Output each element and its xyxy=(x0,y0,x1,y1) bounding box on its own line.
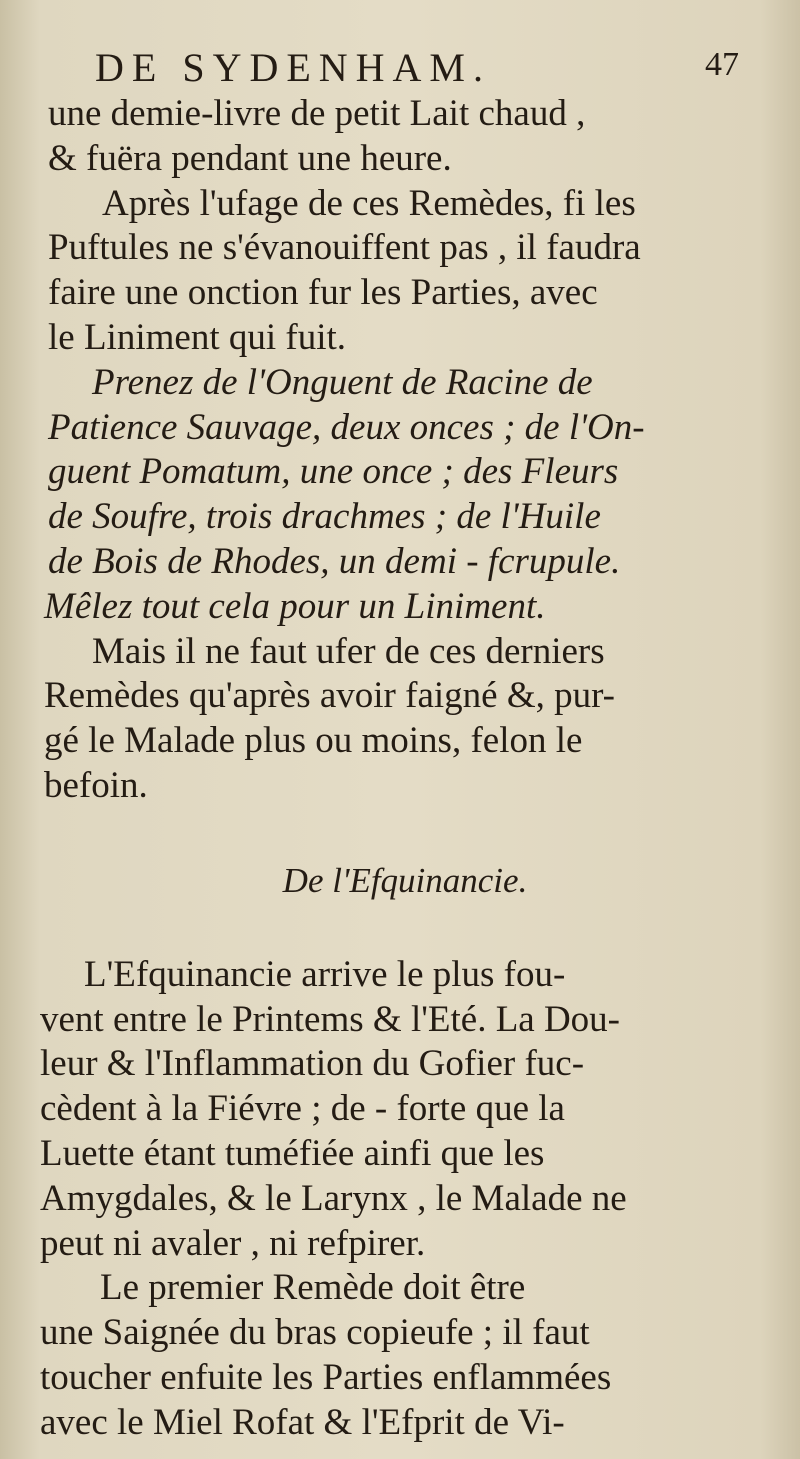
text-line: Amygdales, & le Larynx , le Malade ne xyxy=(40,1177,627,1219)
text-line: cèdent à la Fiévre ; de - forte que la xyxy=(40,1088,565,1130)
text-line: toucher enfuite les Parties enflammées xyxy=(40,1356,612,1398)
text-line: Le premier Remède doit être xyxy=(100,1267,526,1309)
recipe-line: guent Pomatum, une once ; des Fleurs xyxy=(48,451,619,493)
text-line: befoin. xyxy=(44,764,148,806)
recipe-line: de Bois de Rhodes, un demi - fcrupule. xyxy=(48,540,621,582)
text-line: le Liniment qui fuit. xyxy=(48,316,347,358)
text-line: leur & l'Inflammation du Gofier fuc- xyxy=(40,1043,585,1085)
text-line: une demie-livre de petit Lait chaud , xyxy=(48,93,586,134)
text-line: vent entre le Printems & l'Eté. La Dou- xyxy=(40,998,621,1040)
recipe-line: Prenez de l'Onguent de Racine de xyxy=(92,361,593,403)
text-line: peut ni avaler , ni refpirer. xyxy=(40,1222,426,1264)
page-number: 47 xyxy=(705,46,739,83)
section-heading: De l'Efquinancie. xyxy=(282,860,528,900)
text-line: Puftules ne s'évanouiffent pas , il faudra xyxy=(48,227,641,269)
text-line: Après l'ufage de ces Remèdes, fi les xyxy=(102,182,636,224)
text-line: & fuëra pendant une heure. xyxy=(48,137,452,179)
text-line: L'Efquinancie arrive le plus fou- xyxy=(84,953,566,995)
page-header xyxy=(0,44,800,94)
text-line: faire une onction fur les Parties, avec xyxy=(48,272,598,314)
recipe-line: Mêlez tout cela pour un Liniment. xyxy=(44,585,546,627)
text-line: Remèdes qu'après avoir faigné &, pur- xyxy=(44,675,616,717)
text-line: gé le Malade plus ou moins, felon le xyxy=(44,720,583,762)
text-line: Luette étant tuméfiée ainfi que les xyxy=(40,1132,545,1174)
recipe-line: Patience Sauvage, deux onces ; de l'On- xyxy=(48,406,645,448)
text-line: Mais il ne faut ufer de ces derniers xyxy=(92,630,605,672)
recipe-line: de Soufre, trois drachmes ; de l'Huile xyxy=(48,496,601,538)
body-text xyxy=(40,92,770,1446)
text-line: avec le Miel Rofat & l'Efprit de Vi- xyxy=(40,1401,565,1443)
text-line: une Saignée du bras copieufe ; il faut xyxy=(40,1312,590,1354)
running-title: DE SYDENHAM. xyxy=(95,45,491,90)
